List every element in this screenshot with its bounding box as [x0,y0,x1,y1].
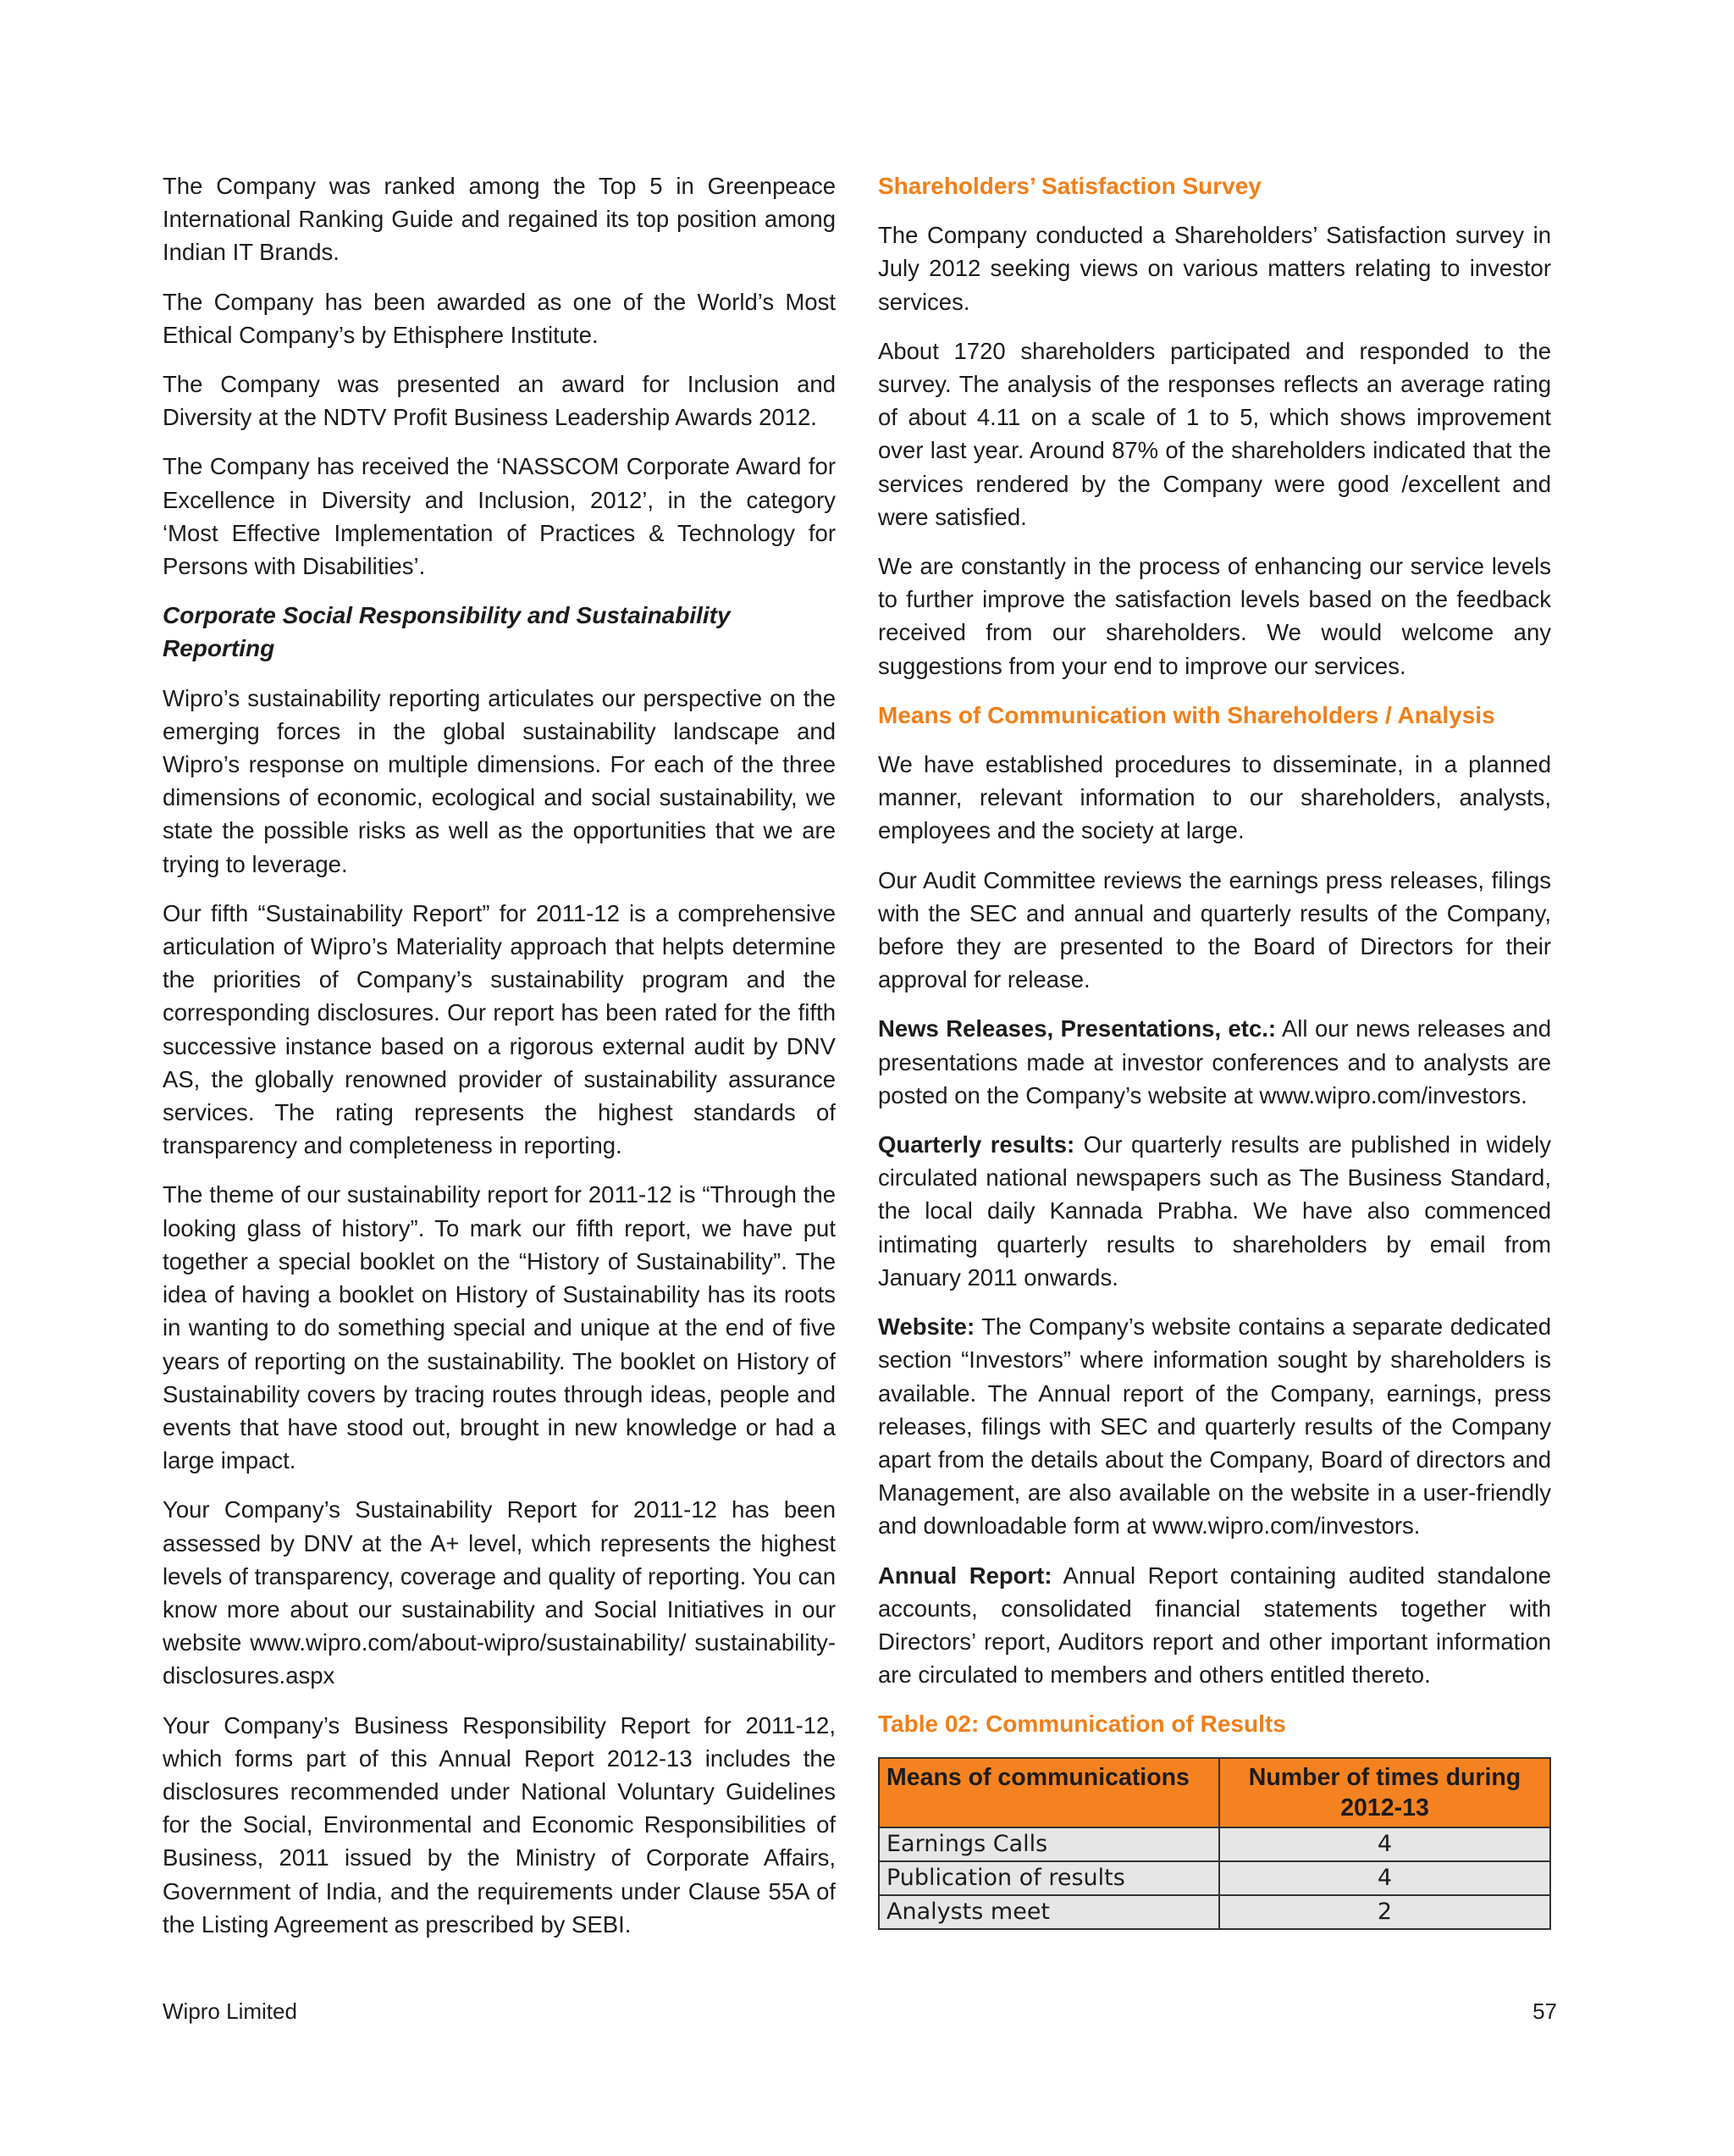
left-column [163,169,836,1957]
paragraph-ethisphere: The Company has been awarded as one of the World’s Most Ethical Company’s by Ethisphere Institute. [163,288,836,348]
paragraph-business-responsibility: Your Company’s Business Responsibility Report for 2011-12, which forms part of this Annual Report 2012-13 includes the disclosures recommended under National Voluntary Guidelines for the Social, Environmental and Economic Responsibilities of Business, 2011 issued by the Ministry of Corporate Affairs, Government of India, and the requirements under Clause 55A of the Listing Agreement as prescribed by SEBI. [163,1711,836,1938]
table-cell-times: 2 [1219,1895,1550,1929]
table-cell-times: 4 [1219,1827,1550,1861]
paragraph-survey-results: About 1720 shareholders participated and responded to the survey. The analysis of the responses reflects an average rating of about 4.11 on a scale of 1 to 5, which shows improvement over last year. Around 87% of the shareholders indicated that the services rendered by the Company were good /excellent and were satisfied. [878,337,1551,530]
paragraph-nasscom-award: The Company has received the ‘NASSCOM Corporate Award for Excellence in Diversity and Inclusion, 2012’, in the category ‘Most Effective Implementation of Practices & Technology for Persons with Disabilities’. [163,453,836,580]
table-cell-means: Earnings Calls [879,1827,1219,1861]
table-cell-times: 4 [1219,1861,1550,1895]
footer-company: Wipro Limited [163,1998,297,2024]
table-row [879,1827,1550,1861]
paragraph-greenpeace: The Company was ranked among the Top 5 in Greenpeace International Ranking Guide and regained its top position among Indian IT Brands. [163,173,836,266]
paragraph-news-releases [878,1012,1551,1112]
paragraph-fifth-report: Our fifth “Sustainability Report” for 2011-12 is a comprehensive articulation of Wipro’s Materiality approach that helpts determine the priorities of Company’s sustainability program and the corresponding disclosures. Our report has been rated for the fifth successive instance based on a rigorous external audit by DNV AS, the globally renowned provider of sustainability assurance services. The rating represents the highest standards of transparency and completeness in reporting. [163,899,836,1159]
paragraph-report-theme: The theme of our sustainability report for 2011-12 is “Through the looking glass of history”. To mark our fifth report, we have put together a special booklet on the “History of Sustainability”. The idea of having a booklet on History of Sustainability has its roots in wanting to do something special and unique at the end of five years of reporting on the sustainability. The booklet on History of Sustainability covers by tracing routes through ideas, people and events that have stood out, brought in new knowledge or had a large impact. [163,1181,836,1474]
news-label: News Releases, Presentations, etc.: [878,1015,1277,1042]
means-heading: Means of Communication with Shareholders / Analysis [878,701,1495,728]
paragraph-service-improvement: We are constantly in the process of enhancing our service levels to further improve the satisfaction levels based on the feedback received from our shareholders. We would welcome any suggestions from your end to improve our services. [878,553,1551,679]
paragraph-sustainability-perspective: Wipro’s sustainability reporting articulates our perspective on the emerging forces in the global sustainability landscape and Wipro’s response on multiple dimensions. For each of the three dimensions of economic, ecological and social sustainability, we state the possible risks as well as the opportunities that we are trying to leverage. [163,684,836,877]
table-cell-means: Publication of results [879,1861,1219,1895]
communication-table [878,1757,1551,1930]
table-header-row [879,1758,1550,1827]
table-row [879,1895,1550,1929]
right-column [878,169,1551,1930]
paragraph-procedures: We have established procedures to disseminate, in a planned manner, relevant information to our shareholders, analysts, employees and the society at large. [878,751,1551,844]
website-label: Website: [878,1313,975,1341]
paragraph-annual-report [878,1559,1551,1692]
annual-text: Annual Report containing audited standalone accounts, consolidated financial statements together with Directors’ report, Auditors report and other important information are circulated to members and others entitled thereto. [878,1562,1551,1689]
footer-page-number: 57 [1532,1998,1557,2024]
table-title: Table 02: Communication of Results [878,1711,1286,1738]
table-header-times: Number of times during 2012-13 [1219,1758,1550,1827]
annual-label: Annual Report: [878,1562,1052,1589]
paragraph-survey-intro: The Company conducted a Shareholders’ Satisfaction survey in July 2012 seeking views on various matters relating to investor services. [878,222,1551,315]
paragraph-quarterly-results [878,1128,1551,1294]
survey-heading: Shareholders’ Satisfaction Survey [878,173,1262,199]
quarterly-label: Quarterly results: [878,1131,1075,1158]
table-cell-means: Analysts meet [879,1895,1219,1929]
quarterly-text: Our quarterly results are published in widely circulated national newspapers such as The Business Standard, the local daily Kannada Prabha. We have also commenced intimating quarterly results to shareholders by email from January 2011 onwards. [878,1131,1551,1291]
paragraph-dnv-assessment: Your Company’s Sustainability Report for 2011-12 has been assessed by DNV at the A+ level, which represents the highest levels of transparency, coverage and quality of reporting. You can know more about our sustainability and Social Initiatives in our website www.wipro.com/about-wipro/sustainability/ sustainability-disclosures.aspx [163,1496,836,1689]
csr-heading: Corporate Social Responsibility and Sustainability Reporting [163,602,731,662]
paragraph-audit-committee: Our Audit Committee reviews the earnings press releases, filings with the SEC and annual and quarterly results of the Company, before they are presented to the Board of Directors for their approval for release. [878,866,1551,993]
paragraph-website [878,1310,1551,1542]
table-row [879,1861,1550,1895]
paragraph-ndtv-award: The Company was presented an award for Inclusion and Diversity at the NDTV Profit Business Leadership Awards 2012. [163,371,836,431]
table-header-means: Means of communications [879,1758,1219,1827]
website-text: The Company’s website contains a separate dedicated section “Investors” where information sought by shareholders is available. The Annual report of the Company, earnings, press releases, filings with SEC and quarterly results of the Company apart from the details about the Company, Board of directors and Management, are also available on the website in a user-friendly and downloadable form at www.wipro.com/investors. [878,1313,1551,1540]
news-text: All our news releases and presentations made at investor conferences and to analysts are posted on the Company’s website at www.wipro.com/investors. [878,1015,1551,1108]
